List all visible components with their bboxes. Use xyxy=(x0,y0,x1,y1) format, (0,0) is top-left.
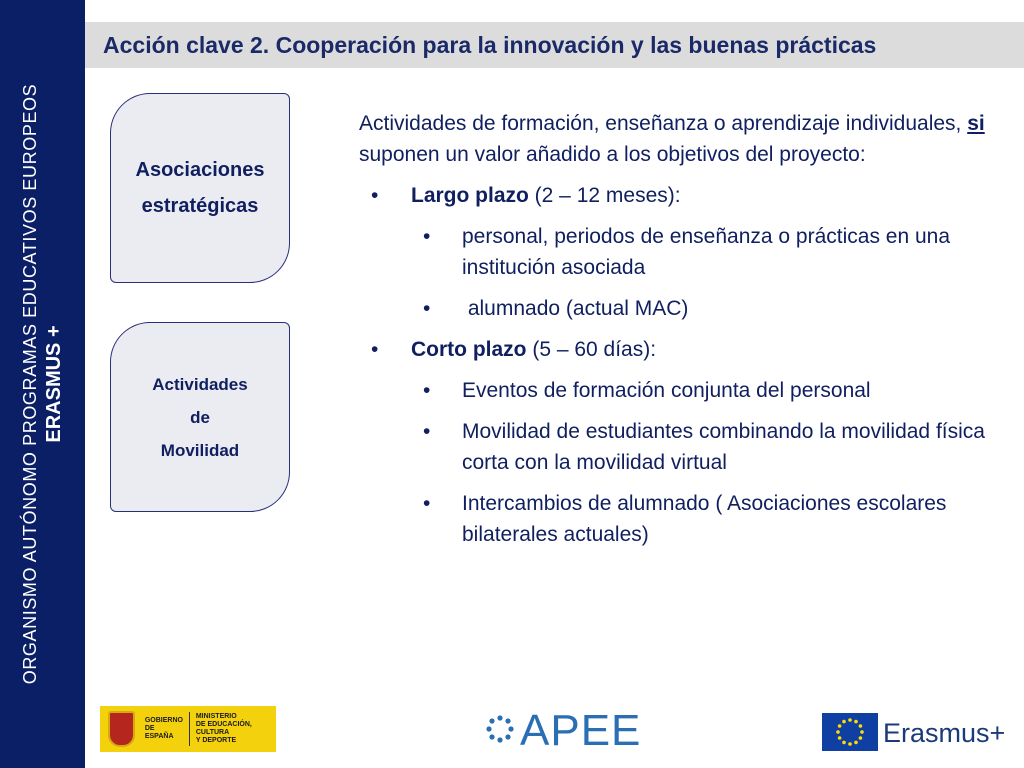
coat-of-arms-icon xyxy=(108,711,135,747)
item-text: Eventos de formación conjunta del personal xyxy=(462,379,871,402)
item-text: personal, periodos de enseñanza o prácticas en una institución asociada xyxy=(462,225,951,279)
sub-bullet-item xyxy=(359,488,1014,550)
gov-label: GOBIERNO DE ESPAÑA xyxy=(144,717,183,740)
bullet-icon: • xyxy=(423,379,431,402)
bullet-item-corto-plazo xyxy=(359,334,1014,365)
box-line: Actividades xyxy=(152,374,248,394)
box-actividades-movilidad xyxy=(110,322,290,512)
gov-divider xyxy=(189,712,190,746)
item-text: Movilidad de estudiantes combinando la movilidad física corta con la movilidad virtual xyxy=(462,420,985,474)
apee-wordmark: APEE xyxy=(520,706,642,755)
bullet-icon: • xyxy=(423,492,431,515)
bullet-icon: • xyxy=(423,225,431,248)
bullet-item-largo-plazo xyxy=(359,180,1014,211)
gobierno-espana-logo xyxy=(100,706,276,752)
item-text: Intercambios de alumnado ( Asociaciones escolares bilaterales actuales) xyxy=(462,492,947,546)
bullet-icon: • xyxy=(371,338,379,361)
eu-stars-icon xyxy=(822,713,878,751)
item-text: (2 – 12 meses): xyxy=(528,184,681,207)
erasmus-wordmark: Erasmus+ xyxy=(883,718,1006,748)
page-title: Acción clave 2. Cooperación para la innovación y las buenas prácticas xyxy=(103,31,877,58)
item-text: alumnado (actual MAC) xyxy=(462,297,689,320)
eu-flag-icon xyxy=(822,713,878,751)
sub-bullet-item xyxy=(359,293,1014,324)
bullet-icon: • xyxy=(423,420,431,443)
sidebar-banner xyxy=(0,0,85,768)
ministry-label: MINISTERIO DE EDUCACIÓN, CULTURA Y DEPORTE xyxy=(195,713,252,744)
intro-paragraph xyxy=(359,108,1014,170)
sub-bullet-item xyxy=(359,416,1014,478)
sidebar-vertical-text xyxy=(18,0,66,768)
bullet-icon: • xyxy=(423,297,431,320)
item-bold: Corto plazo xyxy=(411,338,527,361)
bullet-icon: • xyxy=(371,184,379,207)
box-asociaciones-estrategicas xyxy=(110,93,290,283)
sub-bullet-item xyxy=(359,375,1014,406)
box-line: de xyxy=(190,407,210,427)
sub-bullet-item xyxy=(359,221,1014,283)
sidebar-organization-name: ORGANISMO AUTÓNOMO PROGRAMAS EDUCATIVOS EUROPEOS xyxy=(20,83,40,685)
apee-dot-ring-icon xyxy=(480,704,520,760)
intro-underlined-word: si xyxy=(967,112,985,135)
box-line: Movilidad xyxy=(160,440,240,460)
apee-logo xyxy=(480,704,680,760)
item-bold: Largo plazo xyxy=(411,184,529,207)
box-line: estratégicas xyxy=(141,195,259,217)
title-bar xyxy=(85,22,1024,68)
main-content xyxy=(359,108,1014,560)
box-line: Asociaciones xyxy=(135,159,265,181)
intro-text-after: suponen un valor añadido a los objetivos del proyecto: xyxy=(359,143,866,166)
item-text: (5 – 60 días): xyxy=(526,338,657,361)
intro-text-before: Actividades de formación, enseñanza o aprendizaje individuales, xyxy=(359,112,968,135)
sidebar-program-name: ERASMUS + xyxy=(43,325,65,443)
